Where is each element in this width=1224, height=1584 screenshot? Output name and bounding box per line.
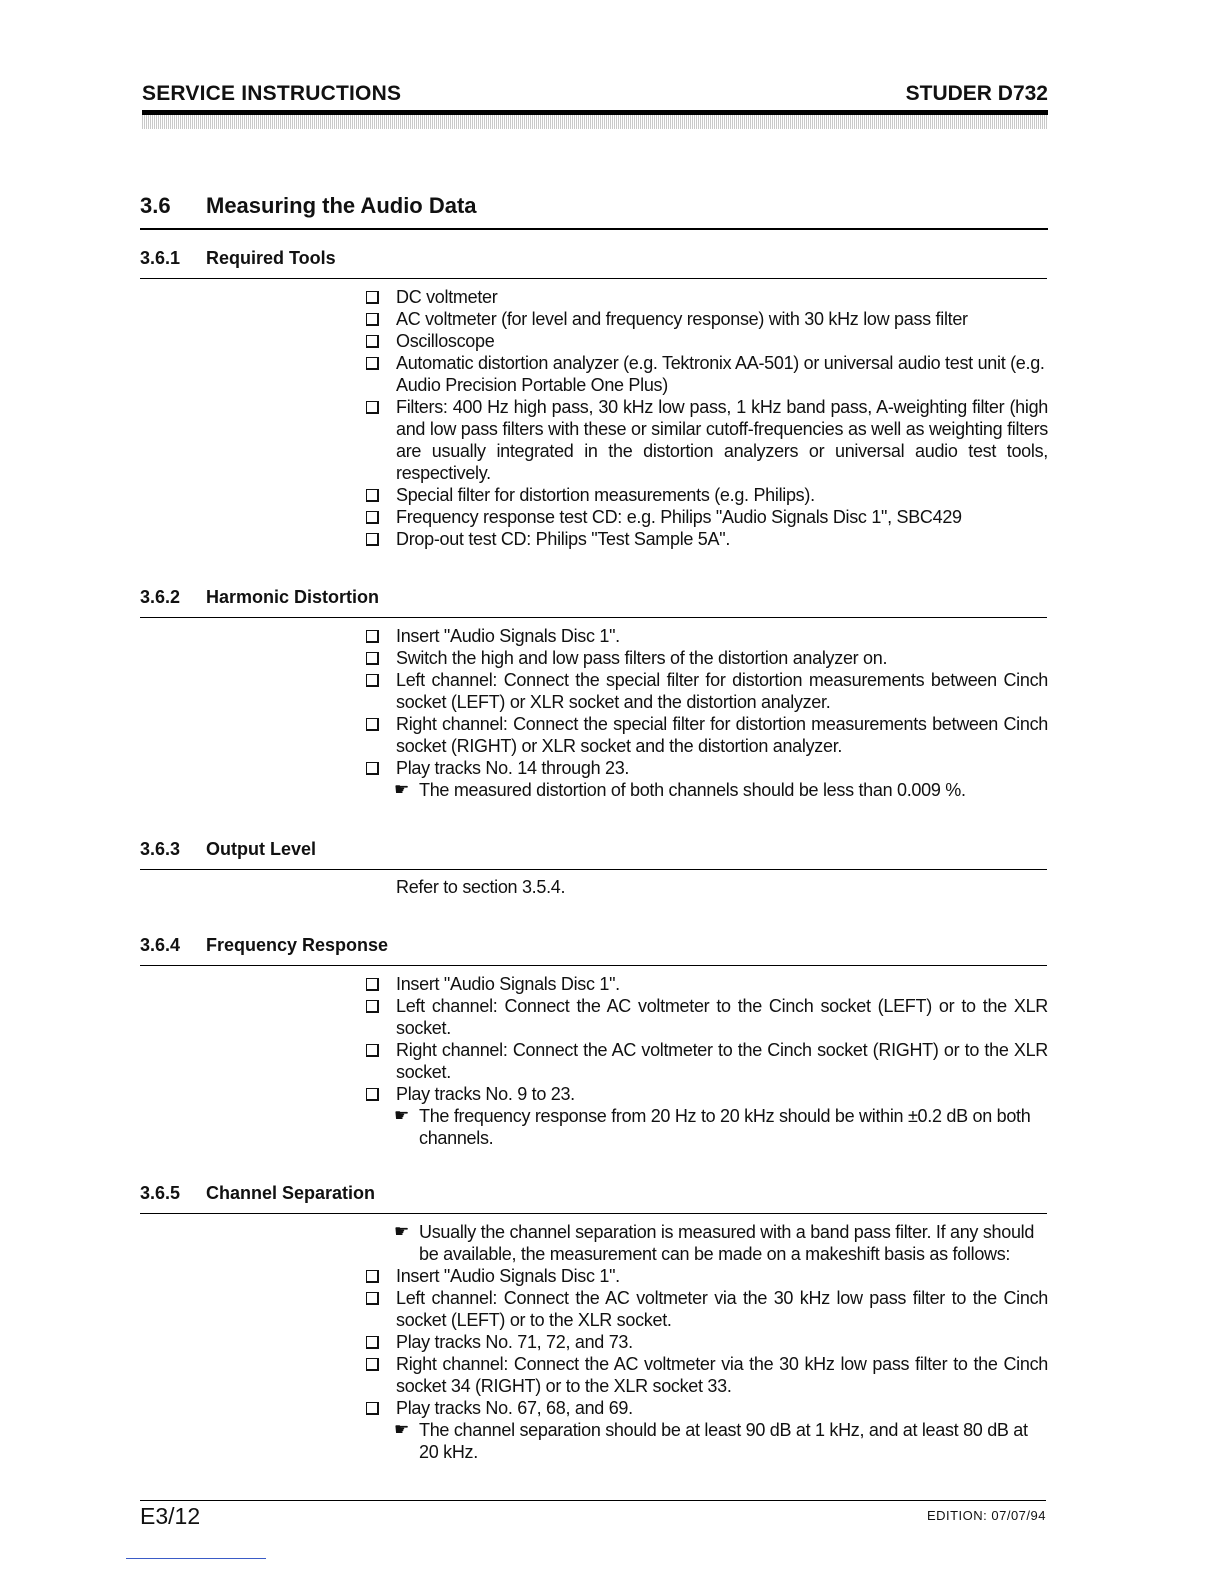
list-item: Play tracks No. 71, 72, and 73. — [362, 1331, 1048, 1353]
required-tools-list — [362, 286, 1048, 550]
pointing-hand-icon: ☛ — [394, 780, 409, 799]
subsection-title: Required Tools — [206, 248, 336, 268]
checkbox-icon — [366, 1358, 379, 1371]
checkbox-icon — [366, 489, 379, 502]
checkbox-icon — [366, 1088, 379, 1101]
note-item: ☛ The frequency response from 20 Hz to 20 kHz should be within ±0.2 dB on both channels. — [394, 1106, 1031, 1148]
checkbox-icon — [366, 335, 379, 348]
subsection-heading-output-level — [140, 839, 1047, 870]
checkbox-icon — [366, 978, 379, 991]
checkbox-icon — [366, 313, 379, 326]
list-item: Frequency response test CD: e.g. Philips "Audio Signals Disc 1", SBC429 — [362, 506, 1048, 528]
pointing-hand-icon: ☛ — [394, 1106, 409, 1125]
checkbox-icon — [366, 762, 379, 775]
list-item: Right channel: Connect the AC voltmeter to the Cinch socket (RIGHT) or to the XLR socket. — [362, 1039, 1048, 1083]
checkbox-icon — [366, 357, 379, 370]
channel-separation-list — [362, 1221, 1048, 1463]
footer-rule — [140, 1500, 1046, 1501]
subsection-title: Frequency Response — [206, 935, 389, 955]
checkbox-icon — [366, 1292, 379, 1305]
checkbox-icon — [366, 630, 379, 643]
list-item: Drop-out test CD: Philips "Test Sample 5A". — [362, 528, 1048, 550]
list-item: Insert "Audio Signals Disc 1". — [362, 973, 1048, 995]
list-item: Play tracks No. 14 through 23. — [362, 757, 1048, 779]
checkbox-icon — [366, 1000, 379, 1013]
note-item: ☛ The measured distortion of both channels should be less than 0.009 %. — [394, 780, 966, 800]
header-left-title: SERVICE INSTRUCTIONS — [142, 82, 402, 105]
subsection-number: 3.6.5 — [140, 1183, 181, 1203]
list-item: AC voltmeter (for level and frequency response) with 30 kHz low pass filter — [362, 308, 1048, 330]
list-item: Play tracks No. 9 to 23. — [362, 1083, 1048, 1105]
pointing-hand-icon: ☛ — [394, 1222, 409, 1241]
subsection-heading-harmonic-distortion — [140, 587, 1047, 618]
checkbox-icon — [366, 718, 379, 731]
subsection-heading-frequency-response — [140, 935, 1047, 966]
checkbox-icon — [366, 674, 379, 687]
checkbox-icon — [366, 291, 379, 304]
list-item: DC voltmeter — [362, 286, 1048, 308]
checkbox-icon — [366, 533, 379, 546]
edition-date: EDITION: 07/07/94 — [926, 1508, 1046, 1523]
subsection-heading-channel-separation — [140, 1183, 1047, 1214]
note-item: ☛ The channel separation should be at least 90 dB at 1 kHz, and at least 80 dB at 20 kHz. — [394, 1420, 1028, 1462]
checkbox-icon — [366, 1044, 379, 1057]
subsection-title: Channel Separation — [206, 1183, 376, 1203]
list-item: Left channel: Connect the AC voltmeter to the Cinch socket (LEFT) or to the XLR socket. — [362, 995, 1048, 1039]
pointing-hand-icon: ☛ — [394, 1420, 409, 1439]
subsection-number: 3.6.4 — [140, 935, 181, 955]
subsection-number: 3.6.2 — [140, 587, 181, 607]
subsection-number: 3.6.3 — [140, 839, 181, 859]
checkbox-icon — [366, 401, 379, 414]
frequency-response-list — [362, 973, 1048, 1149]
checkbox-icon — [366, 652, 379, 665]
section-heading — [140, 192, 1048, 230]
subsection-number: 3.6.1 — [140, 248, 181, 268]
page-number: E3/12 — [140, 1503, 201, 1529]
list-item: Left channel: Connect the special filter for distortion measurements between Cinch socket (LEFT) or XLR socket and the distortion analyzer. — [362, 669, 1048, 713]
output-level-text — [362, 876, 1048, 898]
list-item: Insert "Audio Signals Disc 1". — [362, 1265, 1048, 1287]
list-item: Automatic distortion analyzer (e.g. Tektronix AA-501) or universal audio test unit (e.g. Audio Precision Portable One Plus) — [362, 352, 1048, 396]
subsection-heading-required-tools — [140, 248, 1047, 279]
section-title: Measuring the Audio Data — [206, 193, 477, 218]
checkbox-icon — [366, 1336, 379, 1349]
list-item: Play tracks No. 67, 68, and 69. — [362, 1397, 1048, 1419]
list-item: Right channel: Connect the AC voltmeter via the 30 kHz low pass filter to the Cinch socket 34 (RIGHT) or to the XLR socket 33. — [362, 1353, 1048, 1397]
list-item: Switch the high and low pass filters of the distortion analyzer on. — [362, 647, 1048, 669]
subsection-title: Harmonic Distortion — [206, 587, 380, 607]
section-number: 3.6 — [140, 193, 171, 218]
note-item: ☛ Usually the channel separation is measured with a band pass filter. If any should be available, the measurement can be made on a makeshift basis as follows: — [394, 1222, 1035, 1264]
harmonic-distortion-list — [362, 625, 1048, 801]
list-item: Oscilloscope — [362, 330, 1048, 352]
list-item: Right channel: Connect the special filter for distortion measurements between Cinch socket (RIGHT) or XLR socket and the distortion analyzer. — [362, 713, 1048, 757]
subsection-title: Output Level — [206, 839, 317, 859]
list-item: Special filter for distortion measurements (e.g. Philips). — [362, 484, 1048, 506]
header-right-title: STUDER D732 — [905, 82, 1048, 105]
reference-text: Refer to section 3.5.4. — [396, 877, 566, 897]
checkbox-icon — [366, 1402, 379, 1415]
checkbox-icon — [366, 1270, 379, 1283]
list-item: Filters: 400 Hz high pass, 30 kHz low pass, 1 kHz band pass, A-weighting filter (high and low pass filters with these or similar cutoff-frequencies as well as weighting filters are usually integrated in the distortion analyzers or universal audio test tools, respectively. — [362, 396, 1048, 484]
page-header — [142, 82, 1048, 134]
bottom-underline — [126, 1558, 266, 1559]
checkbox-icon — [366, 511, 379, 524]
header-band — [142, 110, 1048, 129]
list-item: Insert "Audio Signals Disc 1". — [362, 625, 1048, 647]
list-item: Left channel: Connect the AC voltmeter via the 30 kHz low pass filter to the Cinch socket (LEFT) or to the XLR socket. — [362, 1287, 1048, 1331]
